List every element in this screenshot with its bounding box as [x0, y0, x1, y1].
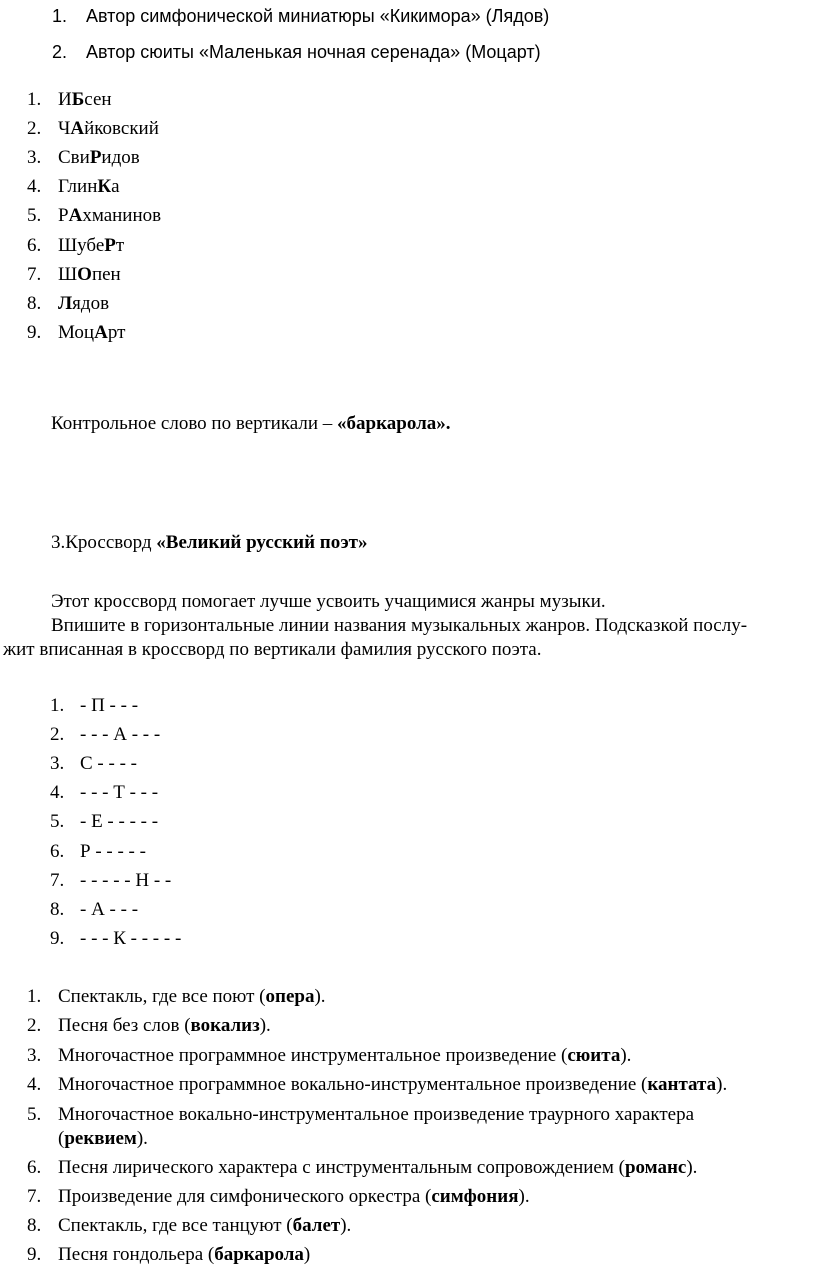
list-number: 6.: [27, 1157, 42, 1178]
list-number: 3.: [27, 1045, 42, 1066]
crossword-row: - - - К - - - - -: [80, 928, 182, 949]
top-list-item: 2.: [52, 42, 68, 62]
list-number: 1.: [52, 6, 68, 26]
list-number: 9.: [27, 1244, 42, 1265]
control-word-line: Контрольное слово по вертикали – «баркарола».: [51, 413, 451, 434]
list-item: ИБсен: [58, 89, 112, 110]
section-heading: 3.Кроссворд «Великий русский поэт»: [51, 532, 368, 553]
intro-line: Впишите в горизонтальные линии названия музыкальных жанров. Подсказкой послу-: [51, 615, 748, 636]
list-number: 4.: [27, 1074, 42, 1095]
answer-item: Спектакль, где все танцуют (балет).: [58, 1215, 352, 1236]
top-list-text: Автор симфонической миниатюры «Кикимора» (Лядов): [86, 6, 550, 26]
list-number: 3.: [50, 753, 65, 774]
answer-item: Произведение для симфонического оркестра (симфония).: [58, 1186, 530, 1207]
list-number: 5.: [27, 1104, 42, 1125]
list-number: 3.: [27, 147, 42, 168]
list-number: 2.: [50, 724, 65, 745]
list-number: 5.: [50, 811, 65, 832]
answer-item: Многочастное программное инструментальное произведение (сюита).: [58, 1045, 632, 1066]
intro-line: жит вписанная в кроссворд по вертикали фамилия русского поэта.: [3, 639, 542, 660]
list-number: 1.: [50, 695, 65, 716]
crossword-row: - - - Т - - -: [80, 782, 159, 803]
list-number: 5.: [27, 205, 42, 226]
list-number: 7.: [27, 1186, 42, 1207]
crossword-row: Р - - - - -: [80, 841, 146, 862]
answer-item-continued: (реквием).: [58, 1128, 148, 1149]
list-item: ЧАйковский: [58, 118, 159, 139]
answer-item: Спектакль, где все поют (опера).: [58, 986, 326, 1007]
list-number: 8.: [27, 1215, 42, 1236]
list-number: 8.: [27, 293, 42, 314]
answer-item: Песня лирического характера с инструментальным сопровождением (романс).: [58, 1157, 698, 1178]
crossword-row: - П - - -: [80, 695, 139, 716]
crossword-row: С - - - -: [80, 753, 137, 774]
list-number: 2.: [27, 118, 42, 139]
list-number: 6.: [27, 235, 42, 256]
list-number: 6.: [50, 841, 65, 862]
list-item: РАхманинов: [58, 205, 162, 226]
list-number: 9.: [27, 322, 42, 343]
list-number: 1.: [27, 89, 42, 110]
answer-item: Многочастное программное вокально-инструментальное произведение (кантата).: [58, 1074, 728, 1095]
list-number: 9.: [50, 928, 65, 949]
list-item: Лядов: [58, 293, 110, 314]
list-item: ШубеРт: [58, 235, 125, 256]
crossword-row: - - - А - - -: [80, 724, 161, 745]
answer-item: Песня без слов (вокализ).: [58, 1015, 271, 1036]
answer-item: Песня гондольера (баркарола): [58, 1244, 311, 1265]
list-number: 2.: [27, 1015, 42, 1036]
list-number: 7.: [27, 264, 42, 285]
crossword-row: - Е - - - - -: [80, 811, 159, 832]
list-item: МоцАрт: [58, 322, 126, 343]
list-number: 1.: [27, 986, 42, 1007]
answer-item: Многочастное вокально-инструментальное произведение траурного характера: [58, 1104, 695, 1125]
top-list-text: Автор сюиты «Маленькая ночная серенада» (Моцарт): [86, 42, 541, 62]
list-item: ШОпен: [58, 264, 121, 285]
list-item: ГлинКа: [58, 176, 120, 197]
list-number: 4.: [27, 176, 42, 197]
list-item: СвиРидов: [58, 147, 140, 168]
intro-line: Этот кроссворд помогает лучше усвоить учащимися жанры музыки.: [51, 591, 606, 612]
crossword-row: - - - - - Н - -: [80, 870, 172, 891]
top-list-item: [52, 4, 67, 28]
list-number: 8.: [50, 899, 65, 920]
list-number: 4.: [50, 782, 65, 803]
list-number: 7.: [50, 870, 65, 891]
crossword-row: - А - - -: [80, 899, 139, 920]
